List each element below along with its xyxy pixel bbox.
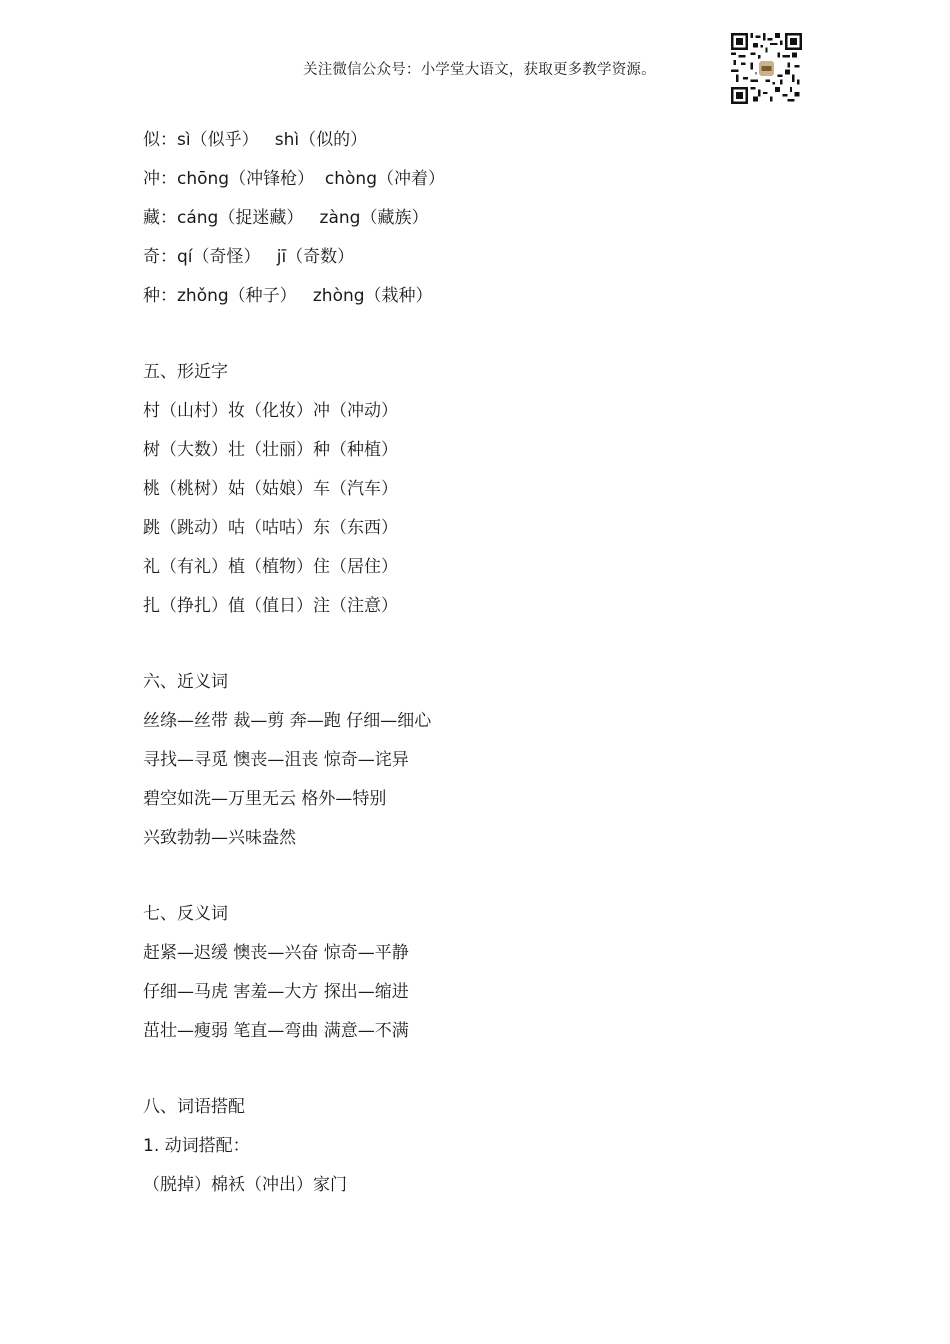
polyphonic-line: 藏：cáng（捉迷藏） zàng（藏族） <box>143 208 429 228</box>
header-notice: 关注微信公众号：小学堂大语文，获取更多教学资源。 <box>303 62 656 78</box>
subsection-heading: 1. 动词搭配： <box>143 1136 250 1156</box>
similar-char-line: 扎（挣扎）值（值日）注（注意） <box>143 596 398 616</box>
section-heading: 七、反义词 <box>143 904 228 924</box>
similar-char-line: 村（山村）妆（化妆）冲（冲动） <box>143 401 398 421</box>
polyphonic-line: 奇：qí（奇怪） jī（奇数） <box>143 247 355 267</box>
similar-char-line: 树（大数）壮（壮丽）种（种植） <box>143 440 398 460</box>
collocation-line: （脱掉）棉袄（冲出）家门 <box>143 1175 347 1195</box>
polyphonic-line: 种：zhǒng（种子） zhòng（栽种） <box>143 286 433 306</box>
synonym-line: 丝绦—丝带 裁—剪 奔—跑 仔细—细心 <box>143 711 432 731</box>
similar-char-line: 礼（有礼）植（植物）住（居住） <box>143 557 398 577</box>
polyphonic-line: 似：sì（似乎） shì（似的） <box>143 130 368 150</box>
section-heading: 八、词语搭配 <box>143 1097 245 1117</box>
synonym-line: 碧空如洗—万里无云 格外—特别 <box>143 789 387 809</box>
qr-code-icon <box>731 33 802 104</box>
antonym-line: 仔细—马虎 害羞—大方 探出—缩进 <box>143 982 409 1002</box>
synonym-line: 兴致勃勃—兴味盎然 <box>143 828 296 848</box>
antonym-line: 赶紧—迟缓 懊丧—兴奋 惊奇—平静 <box>143 943 409 963</box>
synonym-line: 寻找—寻觅 懊丧—沮丧 惊奇—诧异 <box>143 750 409 770</box>
section-heading: 六、近义词 <box>143 672 228 692</box>
section-heading: 五、形近字 <box>143 362 228 382</box>
polyphonic-line: 冲：chōng（冲锋枪） chòng（冲着） <box>143 169 445 189</box>
antonym-line: 茁壮—瘦弱 笔直—弯曲 满意—不满 <box>143 1021 409 1041</box>
similar-char-line: 跳（跳动）咕（咕咕）东（东西） <box>143 518 398 538</box>
similar-char-line: 桃（桃树）姑（姑娘）车（汽车） <box>143 479 398 499</box>
